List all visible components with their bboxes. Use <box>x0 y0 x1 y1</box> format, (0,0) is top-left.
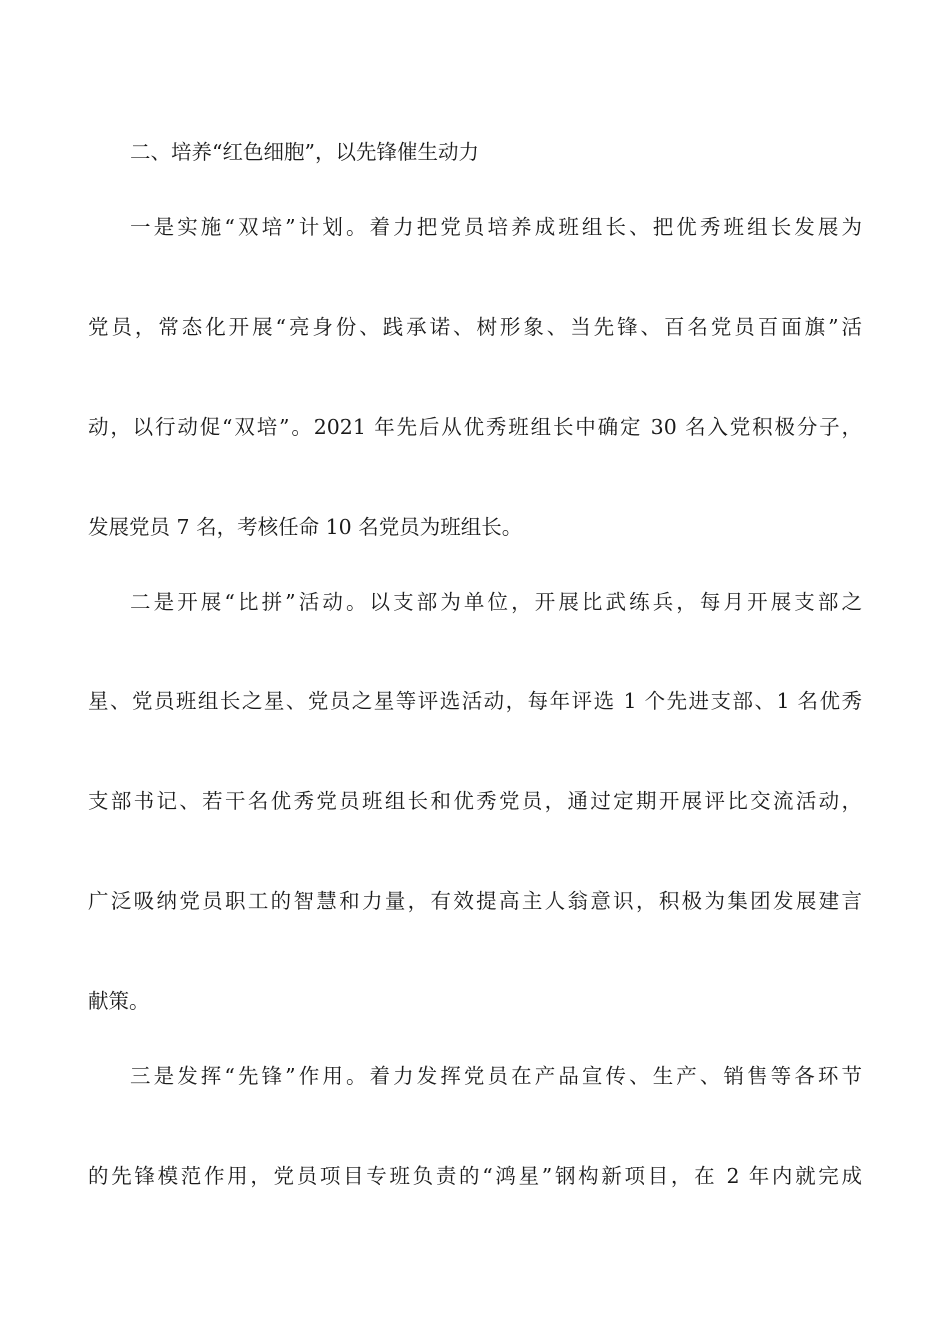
paragraph-2-line-5: 献策。 <box>88 989 150 1013</box>
paragraph-1-line-3: 动，以行动促“双培”。2021 年先后从优秀班组长中确定 30 名入党积极分子， <box>88 415 862 439</box>
paragraph-2-line-4: 广泛吸纳党员职工的智慧和力量，有效提高主人翁意识，积极为集团发展建言 <box>88 889 862 913</box>
section-heading: 二、培养“红色细胞”，以先锋催生动力 <box>130 140 479 164</box>
paragraph-1-line-1: 一是实施“双培”计划。着力把党员培养成班组长、把优秀班组长发展为 <box>130 215 862 239</box>
paragraph-2-line-2: 星、党员班组长之星、党员之星等评选活动，每年评选 1 个先进支部、1 名优秀 <box>88 689 862 713</box>
paragraph-1-line-4: 发展党员 7 名，考核任命 10 名党员为班组长。 <box>88 515 523 539</box>
paragraph-3-line-2: 的先锋模范作用，党员项目专班负责的“鸿星”钢构新项目，在 2 年内就完成 <box>88 1164 862 1188</box>
paragraph-2-line-3: 支部书记、若干名优秀党员班组长和优秀党员，通过定期开展评比交流活动， <box>88 789 862 813</box>
paragraph-2-line-1: 二是开展“比拼”活动。以支部为单位，开展比武练兵，每月开展支部之 <box>130 590 862 614</box>
paragraph-3-line-1: 三是发挥“先锋”作用。着力发挥党员在产品宣传、生产、销售等各环节 <box>130 1064 862 1088</box>
paragraph-1-line-2: 党员，常态化开展“亮身份、践承诺、树形象、当先锋、百名党员百面旗”活 <box>88 315 862 339</box>
